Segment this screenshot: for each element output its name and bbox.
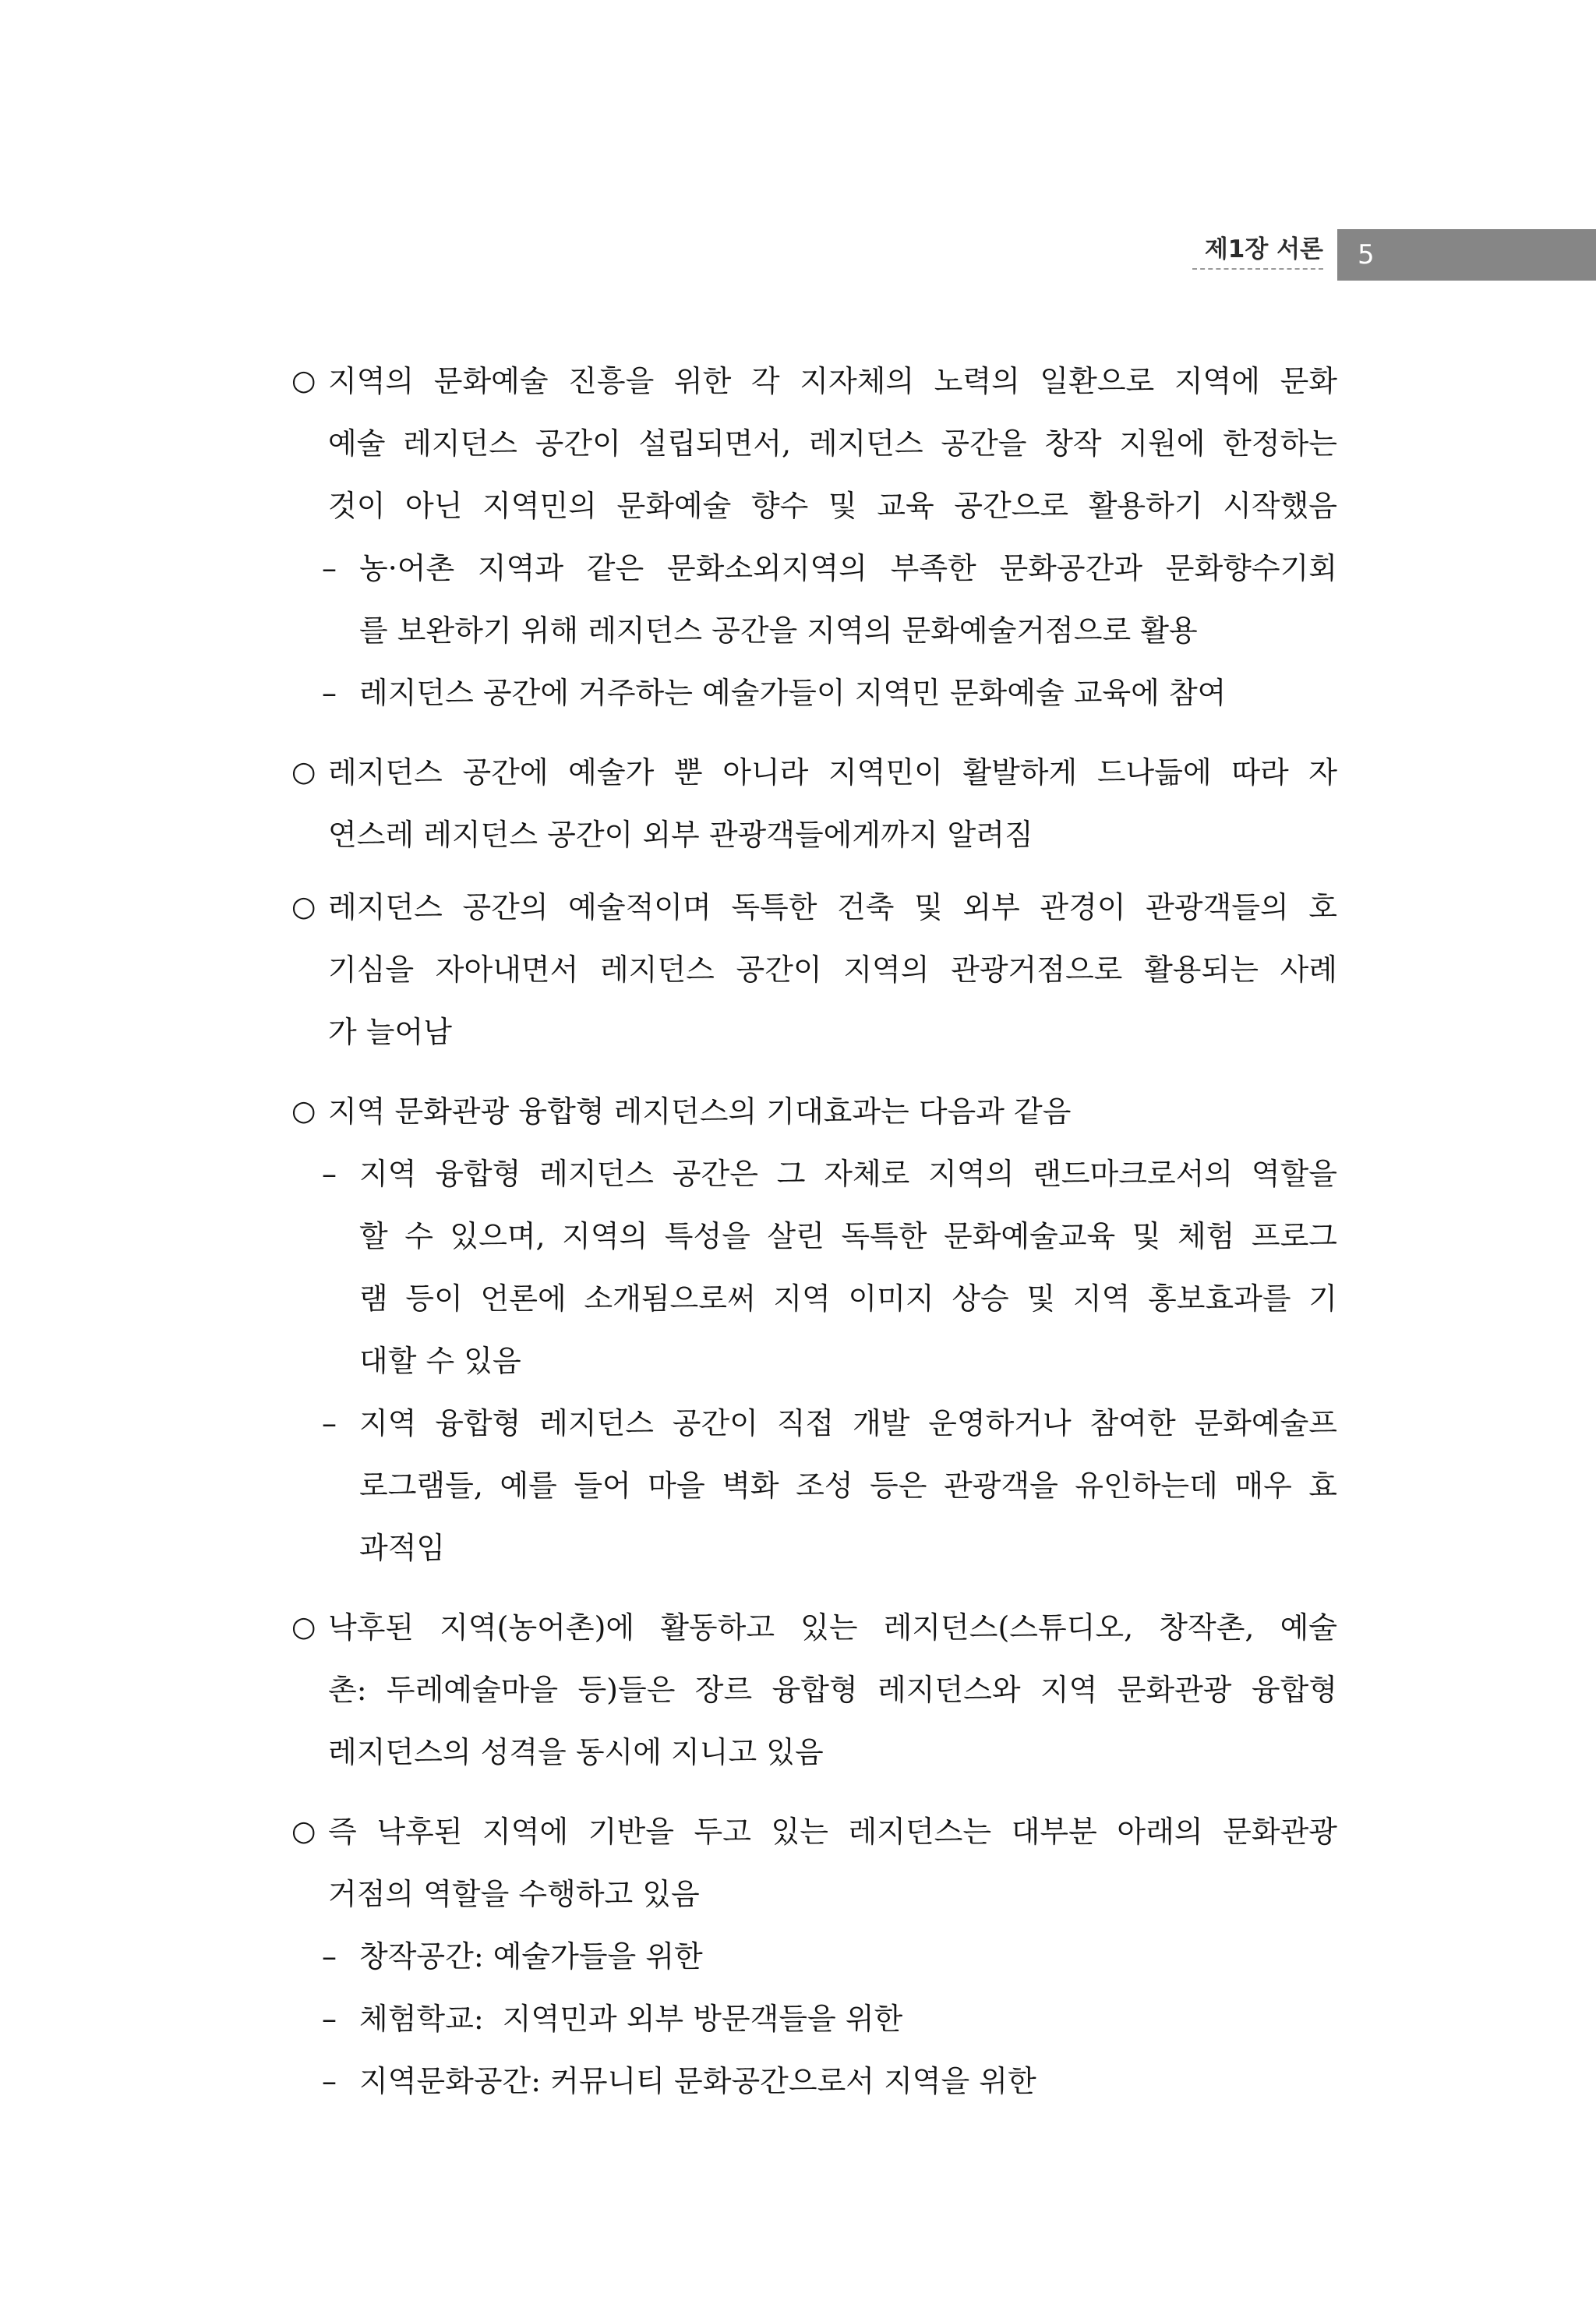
circle-bullet-icon: ○ bbox=[291, 756, 316, 788]
dash-item bbox=[322, 537, 1337, 662]
page-number: 5 bbox=[1358, 239, 1375, 270]
text-line: 레지던스 공간의 예술적이며 독특한 건축 및 외부 관경이 관광객들의 호 bbox=[328, 890, 1337, 924]
dash-marker: – bbox=[322, 2002, 337, 2036]
text-line: 지역 문화관광 융합형 레지던스의 기대효과는 다음과 같음 bbox=[328, 1094, 1072, 1129]
text-line: 레지던스의 성격을 동시에 지니고 있음 bbox=[328, 1735, 824, 1769]
circle-bullet-icon: ○ bbox=[291, 1095, 316, 1127]
chapter-label: 제1장 서론 bbox=[1192, 234, 1323, 270]
text-line: 체험학교: 지역민과 외부 방문객들을 위한 bbox=[359, 2002, 903, 2036]
text-line: 연스레 레지던스 공간이 외부 관광객들에게까지 알려짐 bbox=[328, 818, 1033, 852]
dash-item bbox=[322, 2050, 1337, 2112]
dash-item bbox=[322, 1392, 1337, 1579]
circle-bullet-icon: ○ bbox=[291, 365, 316, 397]
page-number-tab bbox=[1337, 229, 1596, 281]
text-line: 레지던스 공간에 거주하는 예술가들이 지역민 문화예술 교육에 참여 bbox=[359, 676, 1227, 710]
text-line: 것이 아닌 지역민의 문화예술 향수 및 교육 공간으로 활용하기 시작했음 bbox=[328, 489, 1337, 523]
text-line: 과적임 bbox=[359, 1531, 446, 1565]
bullet-paragraph bbox=[291, 876, 1337, 1063]
running-header bbox=[0, 0, 1596, 312]
dash-item bbox=[322, 662, 1337, 724]
bullet-paragraph bbox=[291, 1596, 1337, 1783]
body-text bbox=[291, 350, 1337, 2112]
text-line: 지역문화공간: 커뮤니티 문화공간으로서 지역을 위한 bbox=[359, 2064, 1036, 2098]
text-line: 촌: 두레예술마을 등)들은 장르 융합형 레지던스와 지역 문화관광 융합형 bbox=[328, 1673, 1337, 1707]
text-line: 로그램들, 예를 들어 마을 벽화 조성 등은 관광객을 유인하는데 매우 효 bbox=[359, 1468, 1337, 1503]
text-line: 예술 레지던스 공간이 설립되면서, 레지던스 공간을 창작 지원에 한정하는 bbox=[328, 426, 1337, 461]
text-line: 창작공간: 예술가들을 위한 bbox=[359, 1939, 703, 1974]
dash-marker: – bbox=[322, 676, 337, 710]
circle-bullet-icon: ○ bbox=[291, 1815, 316, 1847]
dash-item bbox=[322, 1988, 1337, 2050]
text-line: 지역 융합형 레지던스 공간은 그 자체로 지역의 랜드마크로서의 역할을 bbox=[359, 1157, 1337, 1191]
circle-bullet-icon: ○ bbox=[291, 1611, 316, 1643]
text-line: 기심을 자아내면서 레지던스 공간이 지역의 관광거점으로 활용되는 사례 bbox=[328, 952, 1337, 987]
text-line: 거점의 역할을 수행하고 있음 bbox=[328, 1877, 700, 1911]
text-line: 할 수 있으며, 지역의 특성을 살린 독특한 문화예술교육 및 체험 프로그 bbox=[359, 1219, 1337, 1253]
dash-marker: – bbox=[322, 1157, 337, 1191]
circle-bullet-icon: ○ bbox=[291, 891, 316, 923]
dash-marker: – bbox=[322, 1406, 337, 1440]
dash-item bbox=[322, 1925, 1337, 1988]
dash-item bbox=[322, 1143, 1337, 1392]
text-line: 지역의 문화예술 진흥을 위한 각 지자체의 노력의 일환으로 지역에 문화 bbox=[328, 364, 1337, 398]
text-line: 레지던스 공간에 예술가 뿐 아니라 지역민이 활발하게 드나듦에 따라 자 bbox=[328, 755, 1337, 790]
text-line: 낙후된 지역(농어촌)에 활동하고 있는 레지던스(스튜디오, 창작촌, 예술 bbox=[328, 1610, 1337, 1645]
bullet-paragraph bbox=[291, 741, 1337, 866]
text-line: 램 등이 언론에 소개됨으로써 지역 이미지 상승 및 지역 홍보효과를 기 bbox=[359, 1281, 1337, 1316]
bullet-paragraph bbox=[291, 1080, 1337, 1579]
bullet-paragraph bbox=[291, 1801, 1337, 2112]
dash-marker: – bbox=[322, 2064, 337, 2098]
text-line: 가 늘어남 bbox=[328, 1015, 452, 1049]
bullet-paragraph bbox=[291, 350, 1337, 724]
text-line: 지역 융합형 레지던스 공간이 직접 개발 운영하거나 참여한 문화예술프 bbox=[359, 1406, 1337, 1440]
dash-marker: – bbox=[322, 551, 337, 585]
text-line: 농·어촌 지역과 같은 문화소외지역의 부족한 문화공간과 문화향수기회 bbox=[359, 551, 1337, 585]
dash-marker: – bbox=[322, 1939, 337, 1974]
text-line: 를 보완하기 위해 레지던스 공간을 지역의 문화예술거점으로 활용 bbox=[359, 613, 1198, 648]
text-line: 즉 낙후된 지역에 기반을 두고 있는 레지던스는 대부분 아래의 문화관광 bbox=[328, 1815, 1337, 1849]
text-line: 대할 수 있음 bbox=[359, 1344, 521, 1378]
